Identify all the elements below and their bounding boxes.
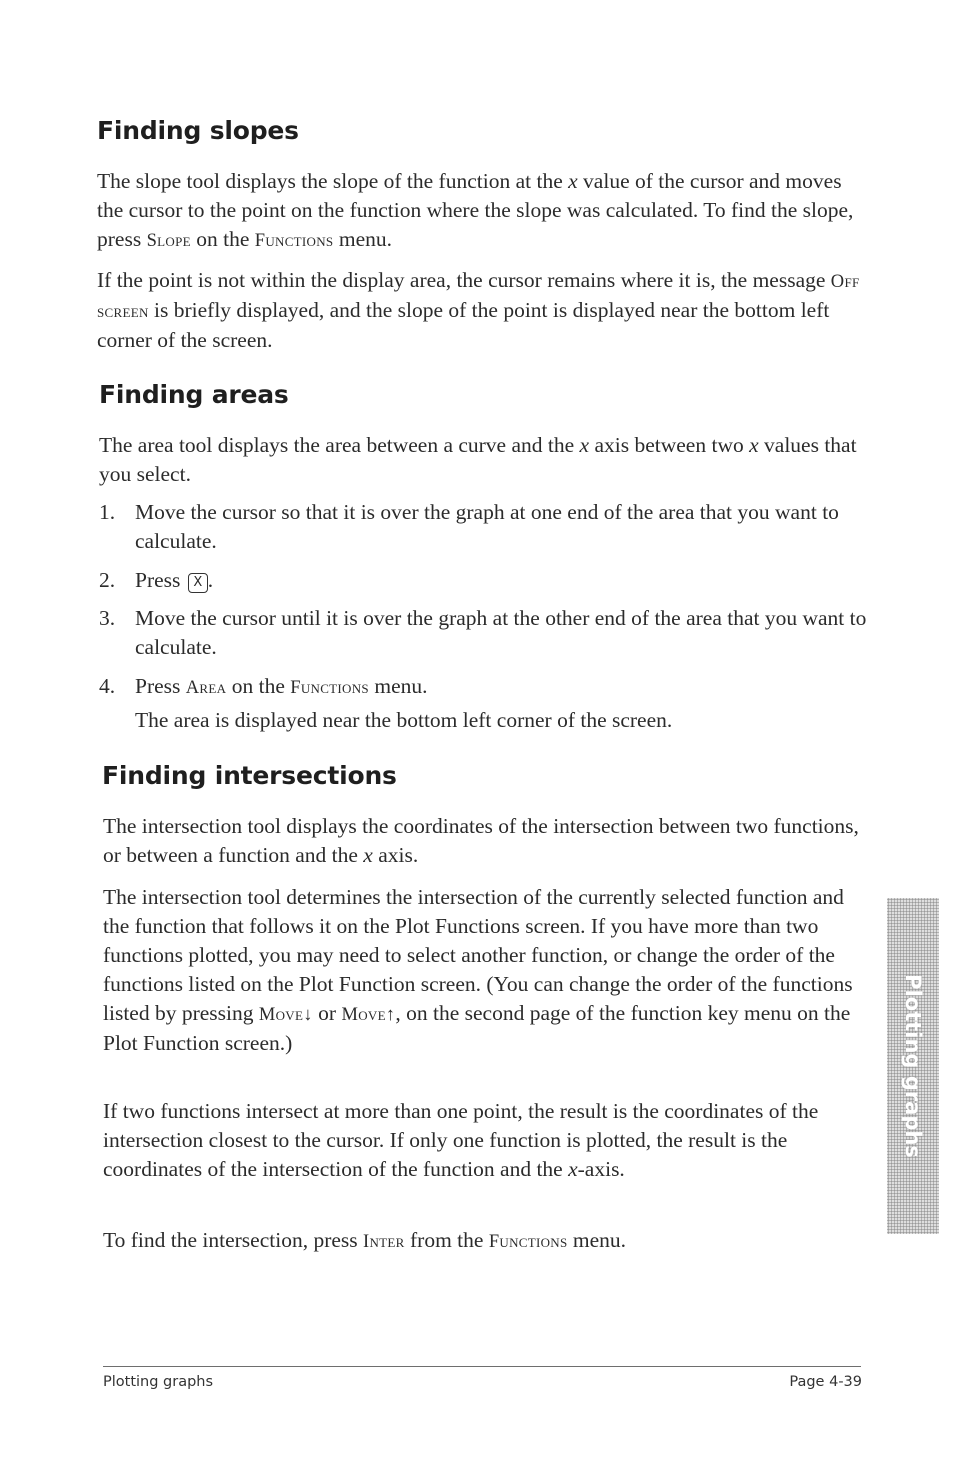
- footer-page-number: Page 4-39: [789, 1374, 862, 1390]
- area-step-4-note: The area is displayed near the bottom left corner of the screen.: [135, 708, 673, 732]
- x-key-icon: X: [188, 573, 208, 593]
- slopes-paragraph-1: The slope tool displays the slope of the function at the x value of the cursor and moves the cursor to the point on the function where the slope was calculated. To find the slope, press Slope on the Functions menu.: [97, 169, 854, 251]
- intersections-paragraph-2: The intersection tool determines the intersection of the currently selected function and the function that follows it on the Plot Functions screen. If you have more than two functions plotted, you may need to select another function, or change the order of the functions listed on the Plot Function screen. (You can change the order of the functions listed by pressing Move↓ or Move↑, on the second page of the function key menu on the Plot Function screen.): [103, 885, 853, 1055]
- menu-functions: Functions: [488, 1231, 568, 1251]
- footer-chapter-title: Plotting graphs: [103, 1374, 214, 1390]
- heading-finding-intersections: Finding intersections: [102, 761, 397, 790]
- key-inter: Inter: [363, 1231, 405, 1251]
- heading-finding-areas: Finding areas: [99, 380, 289, 409]
- key-area: Area: [185, 677, 227, 697]
- menu-functions: Functions: [290, 677, 369, 697]
- area-step-1: 1. Move the cursor so that it is over the graph at one end of the area that you want to calculate.: [99, 500, 839, 553]
- intersections-paragraph-4: To find the intersection, press Inter from the Functions menu.: [103, 1228, 627, 1252]
- key-move-down: Move↓: [258, 1004, 313, 1024]
- chapter-thumb-tab: [887, 898, 939, 1234]
- area-step-4: 4. Press Area on the Functions menu.: [99, 674, 428, 698]
- message-off-screen: Off screen: [97, 271, 860, 321]
- key-move-up: Move↑: [341, 1004, 396, 1024]
- intersections-paragraph-3: If two functions intersect at more than one point, the result is the coordinates of the intersection closest to the cursor. If only one function is plotted, the result is the coordinates of the intersection of the function and the x-axis.: [103, 1099, 819, 1181]
- menu-functions: Functions: [254, 230, 334, 250]
- key-slope: Slope: [146, 230, 191, 250]
- areas-paragraph-1: The area tool displays the area between a curve and the x axis between two x values that you select.: [99, 433, 857, 486]
- intersections-paragraph-1: The intersection tool displays the coordinates of the intersection between two functions, or between a function and the x axis.: [103, 814, 859, 867]
- footer-divider: [103, 1366, 861, 1367]
- area-step-3: 3. Move the cursor until it is over the graph at the other end of the area that you want to calculate.: [99, 606, 867, 659]
- chapter-tab-label: Plotting graphs: [901, 974, 925, 1158]
- area-step-2: 2. Press X .: [99, 568, 214, 592]
- heading-finding-slopes: Finding slopes: [97, 116, 299, 145]
- slopes-paragraph-2: If the point is not within the display area, the cursor remains where it is, the message Off screen is briefly displayed, and the slope of the point is displayed near the bottom left corner of the screen.: [97, 268, 860, 352]
